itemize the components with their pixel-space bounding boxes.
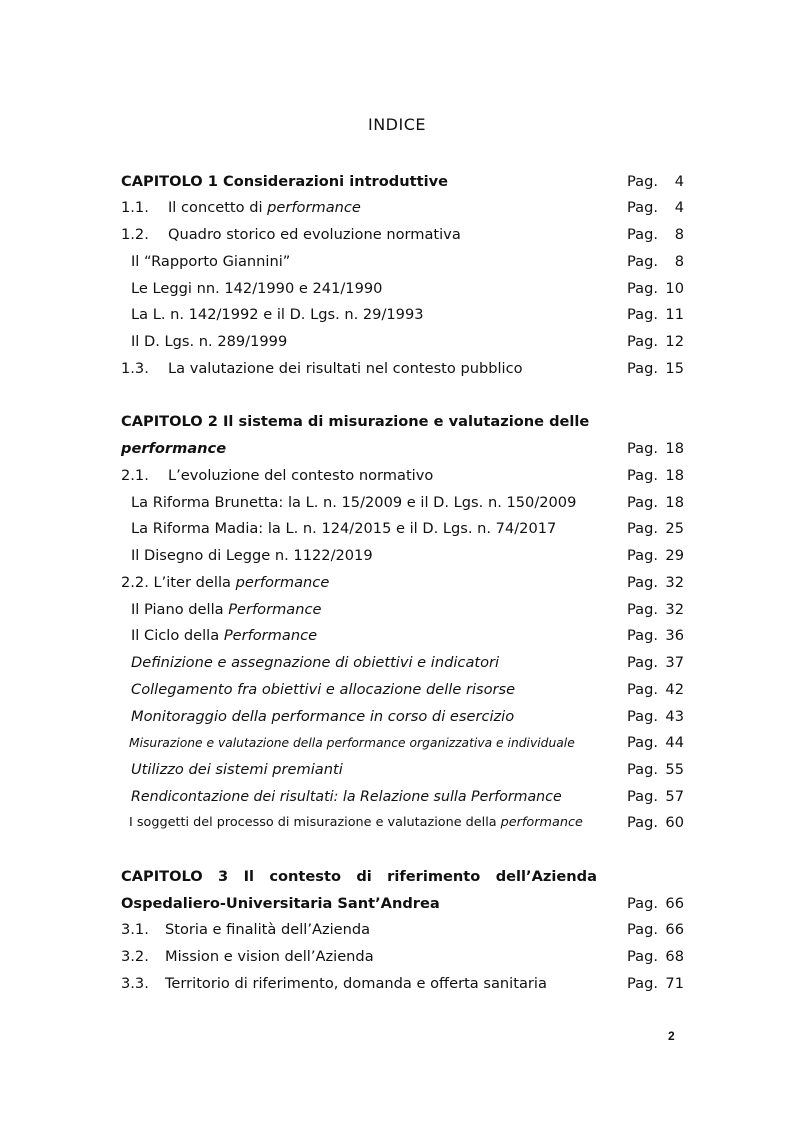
entry-text: Quadro storico ed evoluzione normativa (168, 226, 461, 243)
page-ref: 37 (665, 654, 684, 671)
page-ref: 4 (674, 173, 684, 190)
toc-entry[interactable] (121, 463, 684, 489)
entry-text: La Riforma Madia: la L. n. 124/2015 e il D. Lgs. n. 74/2017 (131, 520, 557, 537)
section-number: 1.1. (121, 199, 149, 216)
page-ref: 8 (674, 253, 684, 270)
pag-label: Pag. (627, 814, 658, 831)
pag-label: Pag. (627, 520, 658, 537)
page-ref: 10 (665, 280, 684, 297)
entry-italic: performance (235, 574, 330, 591)
pag-label: Pag. (627, 253, 658, 270)
entry-text: I soggetti del processo di misurazione e valutazione della (129, 815, 501, 830)
toc-entry[interactable] (121, 730, 684, 756)
page-ref: 66 (665, 921, 684, 938)
heading-word: di (356, 868, 372, 885)
pag-label: Pag. (627, 627, 658, 644)
entry-text: Il Disegno di Legge n. 1122/2019 (131, 547, 373, 564)
section-number: 3.1. (121, 921, 149, 938)
entry-text: Il Piano della (131, 601, 229, 618)
heading-word: contesto (269, 868, 341, 885)
toc-entry[interactable] (121, 944, 684, 970)
toc-entry[interactable] (121, 917, 684, 943)
toc-entry[interactable] (121, 650, 684, 676)
page-ref: 43 (665, 708, 684, 725)
page-ref: 8 (674, 226, 684, 243)
page-ref: 44 (665, 734, 684, 751)
pag-label: Pag. (627, 280, 658, 297)
section-number: 2.1. (121, 467, 149, 484)
entry-text: 2.2. L’iter della (121, 574, 236, 591)
entry-text: Il Ciclo della (131, 627, 224, 644)
pag-label: Pag. (627, 708, 658, 725)
section-number: 1.3. (121, 360, 149, 377)
toc-entry[interactable] (121, 757, 684, 783)
heading-word: dell’Azienda (495, 868, 597, 885)
page-ref: 60 (665, 814, 684, 831)
toc-entry[interactable] (121, 543, 684, 569)
toc-chapter-3-heading[interactable] (121, 864, 597, 890)
entry-text: Rendicontazione dei risultati: la Relazione sulla Performance (131, 789, 562, 805)
page-ref: 12 (665, 333, 684, 350)
pag-label: Pag. (627, 895, 658, 912)
entry-text: La Riforma Brunetta: la L. n. 15/2009 e il D. Lgs. n. 150/2009 (131, 494, 577, 511)
entry-text: Monitoraggio della performance in corso di esercizio (131, 708, 515, 725)
pag-label: Pag. (627, 975, 658, 992)
toc-entry[interactable] (121, 490, 684, 516)
entry-text: Il “Rapporto Giannini” (131, 253, 291, 270)
toc-entry[interactable] (121, 810, 684, 836)
toc-entry[interactable] (121, 302, 684, 328)
page-ref: 36 (665, 627, 684, 644)
pag-label: Pag. (627, 601, 658, 618)
toc-entry[interactable] (121, 249, 684, 275)
page-ref: 32 (665, 601, 684, 618)
toc-entry[interactable] (121, 276, 684, 302)
chapter-heading: Ospedaliero-Universitaria Sant’Andrea (121, 895, 440, 912)
entry-text: Storia e finalità dell’Azienda (165, 921, 371, 938)
toc-chapter-2[interactable] (121, 436, 684, 462)
toc-entry[interactable] (121, 356, 684, 382)
entry-text: Utilizzo dei sistemi premianti (131, 761, 343, 778)
entry-italic: Performance (228, 601, 322, 618)
entry-text: Collegamento fra obiettivi e allocazione delle risorse (131, 681, 516, 698)
toc-entry[interactable] (121, 222, 684, 248)
page-ref: 4 (674, 199, 684, 216)
entry-text: Il D. Lgs. n. 289/1999 (131, 333, 288, 350)
toc-entry[interactable] (121, 329, 684, 355)
pag-label: Pag. (627, 547, 658, 564)
toc-chapter-1[interactable] (121, 169, 684, 195)
section-number: 3.2. (121, 948, 149, 965)
toc-entry[interactable] (121, 195, 684, 221)
heading-word: CAPITOLO (121, 868, 203, 885)
section-number: 1.2. (121, 226, 149, 243)
entry-text: Il concetto di (168, 199, 268, 216)
toc-entry[interactable] (121, 784, 684, 810)
page-ref: 18 (665, 494, 684, 511)
toc-chapter-2-heading[interactable] (121, 409, 597, 435)
entry-text: Misurazione e valutazione della performance organizzativa e individuale (129, 736, 575, 750)
page-ref: 42 (665, 681, 684, 698)
toc-entry[interactable] (121, 516, 684, 542)
page-ref: 68 (665, 948, 684, 965)
page-ref: 25 (665, 520, 684, 537)
pag-label: Pag. (627, 921, 658, 938)
page-ref: 18 (665, 467, 684, 484)
entry-italic: performance (500, 815, 583, 830)
entry-italic: performance (267, 199, 361, 216)
heading-word: 3 (218, 868, 229, 885)
page-ref: 66 (665, 895, 684, 912)
pag-label: Pag. (627, 948, 658, 965)
chapter-heading: CAPITOLO 2 Il sistema di misurazione e valutazione delle (121, 413, 590, 430)
pag-label: Pag. (627, 226, 658, 243)
pag-label: Pag. (627, 494, 658, 511)
pag-label: Pag. (627, 467, 658, 484)
section-number: 3.3. (121, 975, 149, 992)
heading-word: riferimento (387, 868, 481, 885)
page-ref: 15 (665, 360, 684, 377)
heading-word: Il (243, 868, 254, 885)
pag-label: Pag. (627, 574, 658, 591)
chapter-heading: CAPITOLO 1 Considerazioni introduttive (121, 173, 448, 190)
page-ref: 71 (665, 975, 684, 992)
toc-entry[interactable] (121, 677, 684, 703)
entry-italic: Performance (223, 627, 318, 644)
entry-text: Le Leggi nn. 142/1990 e 241/1990 (131, 280, 383, 297)
entry-text: Definizione e assegnazione di obiettivi e indicatori (131, 654, 500, 671)
entry-text: La valutazione dei risultati nel contesto pubblico (168, 360, 523, 377)
pag-label: Pag. (627, 788, 658, 805)
page-ref: 32 (665, 574, 684, 591)
pag-label: Pag. (627, 306, 658, 323)
page-ref: 11 (665, 306, 684, 323)
toc-entry[interactable] (121, 570, 684, 596)
page-ref: 29 (665, 547, 684, 564)
page-ref: 55 (665, 761, 684, 778)
pag-label: Pag. (627, 654, 658, 671)
entry-text: Mission e vision dell’Azienda (165, 948, 374, 965)
entry-text: L’evoluzione del contesto normativo (168, 467, 434, 484)
pag-label: Pag. (627, 360, 658, 377)
toc-entry[interactable] (121, 704, 684, 730)
chapter-heading-italic: performance (121, 440, 227, 457)
toc-entry[interactable] (121, 623, 684, 649)
pag-label: Pag. (627, 734, 658, 751)
pag-label: Pag. (627, 173, 658, 190)
page-number: 2 (668, 1029, 675, 1043)
toc-chapter-3[interactable] (121, 891, 684, 917)
pag-label: Pag. (627, 333, 658, 350)
toc-entry[interactable] (121, 597, 684, 623)
page-ref: 57 (665, 788, 684, 805)
toc-entry[interactable] (121, 971, 684, 997)
page-title: INDICE (367, 115, 426, 134)
pag-label: Pag. (627, 681, 658, 698)
page-ref: 18 (665, 440, 684, 457)
entry-text: La L. n. 142/1992 e il D. Lgs. n. 29/1993 (131, 306, 424, 323)
pag-label: Pag. (627, 761, 658, 778)
pag-label: Pag. (627, 440, 658, 457)
entry-text: Territorio di riferimento, domanda e offerta sanitaria (165, 975, 547, 992)
pag-label: Pag. (627, 199, 658, 216)
